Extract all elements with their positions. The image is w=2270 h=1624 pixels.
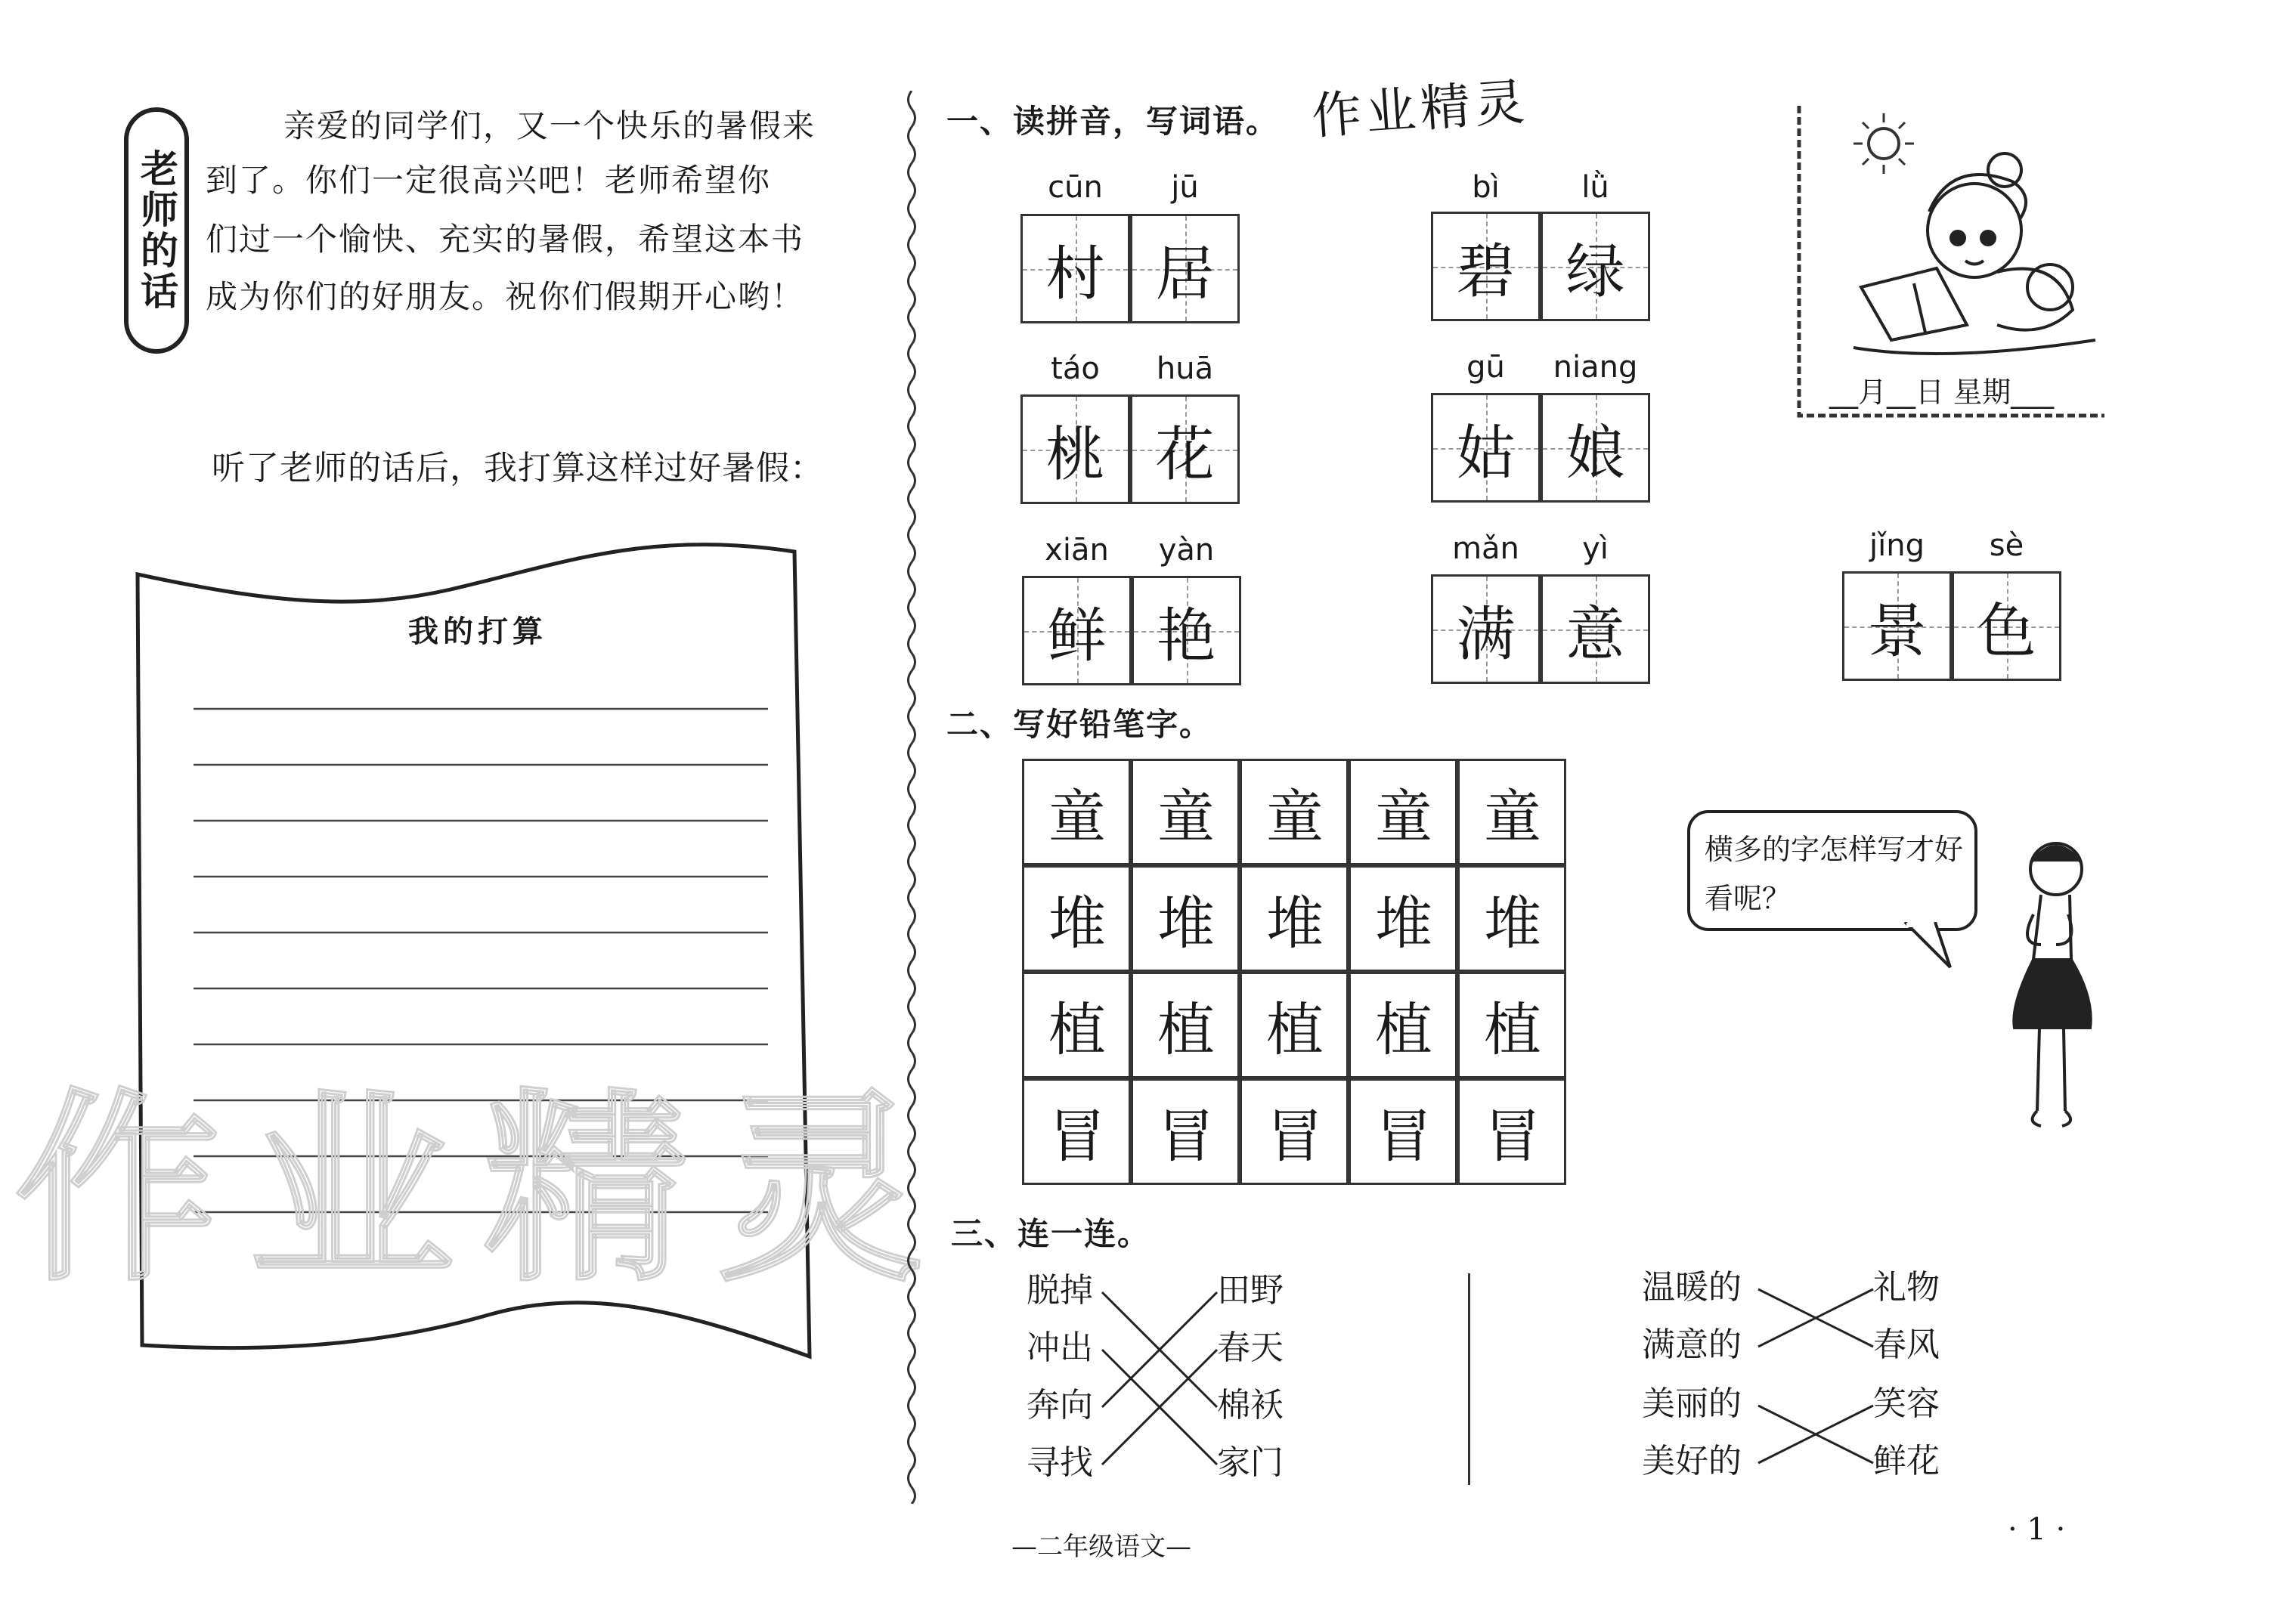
grid-char: 童 — [1484, 783, 1541, 850]
watermark: 作业精灵 — [15, 1071, 952, 1309]
char-box[interactable] — [1132, 576, 1241, 685]
char: 艳 — [1157, 602, 1216, 670]
grid-cell[interactable] — [1240, 865, 1349, 972]
pinyin-3b: huā — [1156, 351, 1214, 386]
pencil-grid — [1022, 759, 1568, 1188]
grid-cell[interactable] — [1457, 972, 1566, 1078]
pinyin-6b: yì — [1582, 531, 1609, 566]
match-right-5[interactable]: 礼物 — [1873, 1268, 1940, 1307]
char: 鲜 — [1047, 602, 1107, 670]
grid-cell[interactable] — [1022, 759, 1131, 865]
char-box[interactable] — [1541, 212, 1650, 321]
char-box[interactable] — [1020, 214, 1130, 323]
match-right-4[interactable]: 家门 — [1217, 1443, 1284, 1482]
match-lines-right — [1752, 1267, 1881, 1493]
pinyin-7a: jǐng — [1869, 528, 1925, 563]
teacher-words-badge — [124, 107, 189, 354]
bubble-text: 横多的字怎样写才好看呢？ — [1705, 833, 1964, 915]
grid-cell[interactable] — [1349, 759, 1457, 865]
match-right-8[interactable]: 鲜花 — [1873, 1442, 1940, 1480]
grid-cell[interactable] — [1131, 759, 1240, 865]
pinyin-1b: jū — [1171, 170, 1199, 205]
char-box[interactable] — [1541, 393, 1650, 503]
grid-cell[interactable] — [1457, 1078, 1566, 1185]
grid-char: 植 — [1484, 996, 1541, 1063]
grid-char: 堆 — [1048, 889, 1106, 957]
footer-label: —二年级语文— — [1011, 1532, 1191, 1562]
match-left-7[interactable]: 美丽的 — [1642, 1384, 1742, 1423]
grid-cell[interactable] — [1240, 1078, 1349, 1185]
char-box[interactable] — [1022, 576, 1132, 685]
char-box[interactable] — [1431, 212, 1541, 321]
char-box[interactable] — [1431, 393, 1541, 503]
plan-title: 我的打算 — [408, 614, 547, 649]
grid-char: 冒 — [1266, 1103, 1324, 1170]
date-box-frame — [1793, 98, 2111, 423]
page-divider — [903, 91, 920, 1504]
grid-char: 植 — [1157, 996, 1215, 1063]
section1-heading: 一、读拼音，写词语。 — [946, 103, 1280, 140]
grid-char: 堆 — [1484, 889, 1541, 957]
char: 意 — [1565, 600, 1625, 669]
char-box[interactable] — [1541, 574, 1650, 684]
teacher-words-line-4: 成为你们的好朋友。祝你们假期开心哟！ — [206, 278, 805, 315]
plan-intro: 听了老师的话后，我打算这样过好暑假： — [212, 449, 824, 487]
pinyin-5a: xiān — [1045, 533, 1109, 568]
char-box[interactable] — [1952, 571, 2061, 681]
char: 村 — [1045, 240, 1105, 308]
grid-cell[interactable] — [1022, 865, 1131, 972]
char: 碧 — [1456, 237, 1516, 306]
grid-char: 冒 — [1048, 1103, 1106, 1170]
pinyin-3a: táo — [1051, 351, 1100, 386]
char: 绿 — [1565, 237, 1625, 306]
grid-char: 堆 — [1375, 889, 1432, 957]
grid-cell[interactable] — [1022, 1078, 1131, 1185]
char: 桃 — [1045, 420, 1105, 489]
char-box[interactable] — [1431, 574, 1541, 684]
pinyin-4a: gū — [1466, 350, 1505, 385]
grid-char: 童 — [1266, 783, 1324, 850]
match-right-6[interactable]: 春风 — [1873, 1325, 1940, 1364]
grid-char: 冒 — [1157, 1103, 1215, 1170]
grid-char: 童 — [1157, 783, 1215, 850]
match-left-8[interactable]: 美好的 — [1642, 1442, 1742, 1480]
match-separator — [1468, 1273, 1470, 1485]
grid-char: 植 — [1266, 996, 1324, 1063]
char: 花 — [1155, 420, 1215, 489]
grid-cell[interactable] — [1131, 972, 1240, 1078]
char: 景 — [1867, 597, 1927, 666]
char-box[interactable] — [1130, 214, 1240, 323]
char: 满 — [1456, 600, 1516, 669]
page-number: · 1 · — [2008, 1512, 2066, 1547]
match-left-4[interactable]: 寻找 — [1027, 1443, 1093, 1482]
grid-char: 植 — [1375, 996, 1432, 1063]
girl-reading-illustration — [1853, 153, 2095, 354]
pinyin-7b: sè — [1989, 528, 2024, 563]
grid-char: 童 — [1048, 783, 1106, 850]
grid-cell[interactable] — [1240, 759, 1349, 865]
match-right-1[interactable]: 田野 — [1217, 1271, 1284, 1310]
grid-cell[interactable] — [1457, 865, 1566, 972]
sun-icon — [1869, 128, 1899, 159]
teacher-words-label: 老师的话 — [135, 149, 178, 312]
char-box[interactable] — [1842, 571, 1952, 681]
grid-cell[interactable] — [1349, 972, 1457, 1078]
pinyin-4b: niang — [1553, 350, 1638, 385]
match-lines-left — [1096, 1270, 1225, 1496]
char: 娘 — [1565, 419, 1625, 487]
standing-girl-illustration — [1996, 831, 2109, 1141]
pinyin-6a: mǎn — [1452, 531, 1519, 566]
match-left-5[interactable]: 温暖的 — [1642, 1268, 1742, 1307]
grid-cell[interactable] — [1131, 1078, 1240, 1185]
section2-heading: 二、写好铅笔字。 — [946, 706, 1213, 743]
pinyin-5b: yàn — [1158, 533, 1215, 568]
pinyin-2a: bì — [1472, 170, 1500, 205]
grid-char: 堆 — [1266, 889, 1324, 957]
match-left-2[interactable]: 冲出 — [1027, 1329, 1093, 1367]
match-right-3[interactable]: 棉袄 — [1217, 1386, 1284, 1424]
date-line[interactable]: __月__日 星期___ — [1829, 376, 2055, 409]
match-right-7[interactable]: 笑容 — [1873, 1384, 1940, 1423]
teacher-words-line-1: 亲爱的同学们，又一个快乐的暑假来 — [283, 107, 816, 144]
grid-cell[interactable] — [1349, 1078, 1457, 1185]
match-right-2[interactable]: 春天 — [1217, 1329, 1284, 1367]
teacher-words-line-2: 到了。你们一定很高兴吧！老师希望你 — [206, 162, 772, 199]
grid-char: 冒 — [1484, 1103, 1541, 1170]
grid-cell[interactable] — [1022, 972, 1131, 1078]
grid-char: 堆 — [1157, 889, 1215, 957]
grid-char: 植 — [1048, 996, 1106, 1063]
match-left-6[interactable]: 满意的 — [1642, 1325, 1742, 1364]
char: 色 — [1977, 597, 2036, 666]
grid-cell[interactable] — [1240, 972, 1349, 1078]
pinyin-1a: cūn — [1048, 170, 1103, 205]
char: 居 — [1155, 240, 1215, 308]
pinyin-2b: lǜ — [1581, 170, 1609, 205]
grid-cell[interactable] — [1131, 865, 1240, 972]
grid-char: 冒 — [1375, 1103, 1432, 1170]
grid-char: 童 — [1375, 783, 1432, 850]
char: 姑 — [1456, 419, 1516, 487]
bubble-tail — [1890, 922, 1965, 982]
teacher-words-line-3: 们过一个愉快、充实的暑假，希望这本书 — [206, 221, 805, 258]
grid-cell[interactable] — [1457, 759, 1566, 865]
char-box[interactable] — [1020, 394, 1130, 504]
grid-cell[interactable] — [1349, 865, 1457, 972]
handwritten-stamp: 作业精灵 — [1309, 73, 1531, 146]
char-box[interactable] — [1130, 394, 1240, 504]
section3-heading: 三、连一连。 — [951, 1215, 1151, 1252]
match-left-3[interactable]: 奔向 — [1027, 1386, 1093, 1424]
match-left-1[interactable]: 脱掉 — [1027, 1271, 1093, 1310]
